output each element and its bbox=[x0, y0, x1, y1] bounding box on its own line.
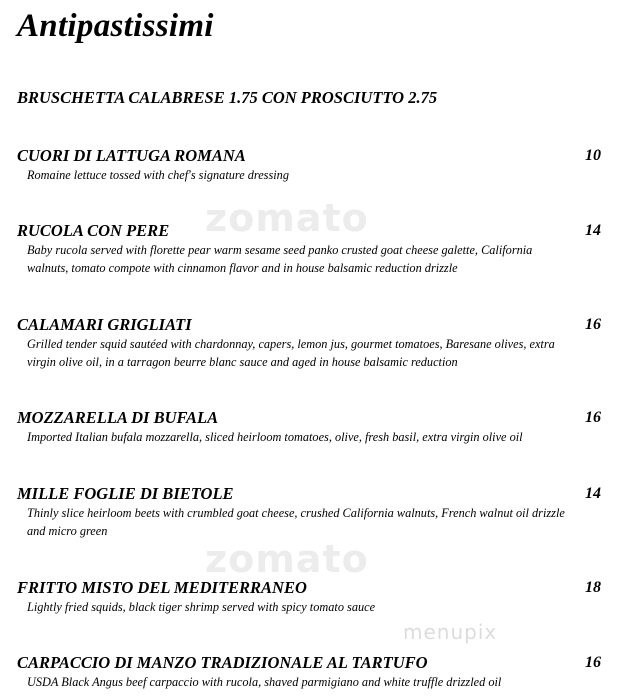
item-description: Imported Italian bufala mozzarella, sliced heirloom tomatoes, olive, fresh basil, extra virgin olive oil bbox=[27, 430, 523, 444]
item-price: 16 bbox=[585, 316, 601, 333]
menu-section-title: Antipastissimi bbox=[17, 8, 214, 44]
item-price: 18 bbox=[585, 579, 601, 596]
item-name: FRITTO MISTO DEL MEDITERRANEO bbox=[17, 578, 307, 597]
item-price: 14 bbox=[585, 222, 601, 239]
item-price: 16 bbox=[585, 409, 601, 426]
zomato-watermark: zomato bbox=[205, 196, 369, 240]
bruschetta-promo: BRUSCHETTA CALABRESE 1.75 CON PROSCIUTTO 2.75 bbox=[17, 88, 438, 107]
item-description: Baby rucola served with florette pear warm sesame seed panko crusted goat cheese galette, California walnuts, tomato compote with cinnamon flavor and in house balsamic reduction drizzle bbox=[27, 243, 533, 275]
item-name: MILLE FOGLIE DI BIETOLE bbox=[17, 484, 234, 503]
item-name: MOZZARELLA DI BUFALA bbox=[17, 408, 219, 427]
item-price: 10 bbox=[585, 147, 601, 164]
zomato-watermark: zomato bbox=[205, 537, 369, 581]
menu-item bbox=[17, 653, 601, 691]
item-description: Grilled tender squid sautéed with chardonnay, capers, lemon jus, gourmet tomatoes, Baresane olives, extra virgin olive oil, in a tarragon beurre blanc sauce and aged in house balsamic reduction bbox=[27, 337, 555, 369]
item-name: RUCOLA CON PERE bbox=[17, 221, 170, 240]
menupix-watermark: menupix bbox=[403, 620, 498, 644]
item-name: CALAMARI GRIGLIATI bbox=[17, 315, 192, 334]
item-description: Thinly slice heirloom beets with crumbled goat cheese, crushed California walnuts, French walnut oil drizzle and micro green bbox=[27, 506, 565, 538]
item-name: CARPACCIO DI MANZO TRADIZIONALE AL TARTUFO bbox=[17, 653, 428, 672]
item-description: USDA Black Angus beef carpaccio with rucola, shaved parmigiano and white truffle drizzled oil bbox=[27, 675, 502, 689]
item-description: Romaine lettuce tossed with chef's signature dressing bbox=[27, 168, 289, 182]
menu-item bbox=[17, 484, 601, 540]
menu-item bbox=[17, 315, 601, 371]
menu-item bbox=[17, 578, 601, 616]
item-name: CUORI DI LATTUGA ROMANA bbox=[17, 146, 246, 165]
menu-item bbox=[17, 221, 601, 277]
item-description: Lightly fried squids, black tiger shrimp served with spicy tomato sauce bbox=[27, 600, 376, 614]
item-price: 14 bbox=[585, 485, 601, 502]
menu-item bbox=[17, 408, 601, 446]
menu-item bbox=[17, 146, 601, 184]
item-price: 16 bbox=[585, 654, 601, 671]
